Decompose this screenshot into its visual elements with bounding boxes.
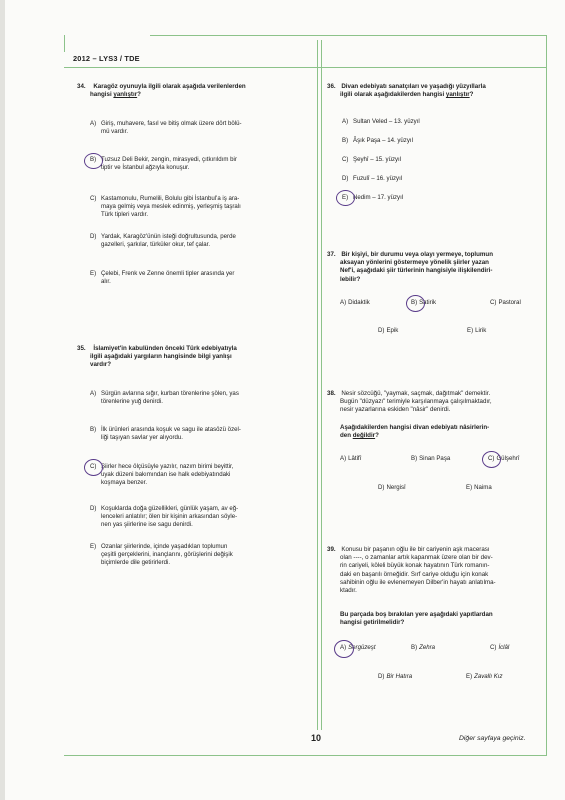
question-stem: hangisi getirilmelidir? — [340, 619, 405, 627]
option-e[interactable] — [90, 543, 233, 568]
question-37 — [327, 251, 545, 284]
question-passage: Nesir sözcüğü, "yaymak, saçmak, dağıtmak" demektir. — [341, 390, 491, 397]
option-text: Didaktik — [348, 299, 370, 306]
option-text: lenceleri anlatılır; ölen bir kişinin arkasından söyle- — [101, 513, 238, 521]
option-b[interactable] — [342, 137, 413, 145]
question-stem-emphasis: yanlıştır — [445, 91, 470, 99]
question-stem: Bir kişiyi, bir durumu veya olayı yermeye, toplumun — [341, 251, 493, 258]
option-c[interactable] — [90, 463, 233, 488]
question-stem: Nef'i, aşağıdaki şiir türlerinin hangisiyle ilişkilendiri- — [340, 267, 493, 275]
column-divider-2 — [321, 40, 322, 730]
option-b[interactable] — [90, 426, 241, 442]
option-text: Tuzsuz Deli Bekir, zengin, mirasyedi, çıtkırıldım bir — [101, 156, 237, 163]
frame-left-line — [64, 35, 65, 52]
option-letter: C) — [90, 195, 97, 202]
option-text: Satirik — [419, 299, 437, 306]
option-letter: C) — [490, 299, 497, 306]
question-passage: olan ----, o zamanlar artık kapanmak üzere olan bir dev- — [340, 554, 493, 562]
option-letter: D) — [378, 673, 385, 680]
option-text: alır. — [101, 278, 111, 286]
answer-mark-circle — [84, 459, 103, 476]
option-c[interactable] — [490, 644, 509, 652]
exam-header: 2012 – LYS3 / TDE — [73, 54, 140, 63]
option-text: gazelleri, şarkılar, türküler okur, tef çalar. — [101, 241, 211, 249]
option-text: tiptir ve İstanbul ağzıyla konuşur. — [101, 164, 190, 172]
page-number: 10 — [311, 733, 322, 743]
option-text: Giriş, muhavere, fasıl ve bitiş olmak üzere dört bölü- — [101, 120, 242, 127]
option-e[interactable] — [466, 673, 503, 681]
option-text: Koşuklarda doğa güzellikleri, günlük yaşam, av eğ- — [101, 505, 239, 512]
question-number: 37. — [327, 251, 336, 258]
question-passage: nesir yazarlarına eskiden "nâsir" denirdi. — [340, 406, 451, 414]
option-e[interactable] — [466, 484, 492, 492]
question-stem: ? — [469, 91, 474, 99]
option-letter: E) — [466, 673, 473, 680]
question-stem: Aşağıdakilerden hangisi divan edebiyatı nâsirlerin- — [340, 424, 490, 431]
question-stem: aksayan yönlerini göstermeye yönelik şiirler yazan — [340, 259, 489, 267]
option-text: Sultan Veled – 13. yüzyıl — [353, 118, 420, 125]
option-text: Türk tipleri vardır. — [101, 211, 149, 219]
question-passage: daki en başarılı örneğidir. Sırf cariye olduğu için konak — [340, 570, 489, 578]
option-d[interactable] — [90, 505, 238, 530]
option-text: mü vardır. — [101, 128, 129, 136]
question-stem: vardır? — [90, 361, 111, 369]
option-b[interactable] — [90, 156, 237, 172]
option-letter: D) — [90, 505, 97, 512]
option-text: koşmaya benzer. — [101, 479, 148, 487]
question-39 — [327, 546, 545, 595]
option-e[interactable] — [467, 327, 486, 335]
column-divider — [317, 40, 318, 730]
option-letter: B) — [411, 455, 418, 462]
option-letter: A) — [340, 644, 347, 651]
option-letter: C) — [490, 644, 497, 651]
question-stem: ? — [137, 91, 141, 99]
question-stem-emphasis: yanlıştır — [113, 91, 138, 99]
question-stem: İslamiyet'in kabulünden önceki Türk edebiyatıyla — [93, 345, 237, 352]
option-text: Âşık Paşa – 14. yüzyıl — [353, 137, 413, 144]
option-text: Fuzulî – 16. yüzyıl — [353, 175, 403, 182]
answer-mark-circle — [84, 153, 103, 169]
option-text: Şeyhî – 15. yüzyıl — [353, 156, 402, 163]
option-a[interactable] — [340, 299, 370, 307]
question-stem: ? — [375, 432, 379, 440]
question-number: 38. — [327, 390, 336, 397]
option-text: Sergüzeşt — [348, 644, 376, 651]
question-passage: Konusu bir paşanın oğlu ile bir cariyenin aşk macerası — [341, 546, 490, 553]
question-35 — [77, 345, 312, 370]
option-letter: B) — [411, 299, 418, 306]
option-text: Ozanlar şiirlerinde, içinde yaşadıkları toplumun — [101, 543, 228, 550]
option-text: Zehra — [419, 644, 436, 651]
option-text: Sinan Paşa — [419, 455, 451, 462]
option-letter: B) — [411, 644, 418, 651]
option-d[interactable] — [378, 327, 398, 335]
option-letter: A) — [340, 455, 347, 462]
frame-right-line — [546, 35, 547, 755]
option-letter: D) — [342, 175, 349, 182]
question-34 — [77, 83, 312, 99]
option-text: İclâl — [498, 644, 510, 651]
question-passage: rin cariyeli, köleli büyük konak hayatının Türk romanın- — [340, 562, 490, 570]
option-letter: C) — [90, 463, 97, 470]
option-letter: E) — [466, 484, 473, 491]
question-passage: Bugün "düzyazı" terimiyle karşılanmaya çalışılmaktadır, — [340, 398, 492, 406]
question-36 — [327, 83, 545, 99]
option-letter: D) — [90, 233, 97, 240]
option-d[interactable] — [378, 484, 406, 492]
answer-mark-circle — [482, 451, 501, 468]
option-a[interactable] — [340, 455, 361, 463]
option-text: Nedim – 17. yüzyıl — [353, 194, 404, 201]
option-b[interactable] — [411, 455, 450, 463]
option-d[interactable] — [378, 673, 412, 681]
option-letter: B) — [342, 137, 349, 144]
option-text: Naima — [474, 484, 492, 491]
option-a[interactable] — [342, 118, 420, 126]
option-text: Pastoral — [498, 299, 521, 306]
option-a[interactable] — [90, 120, 242, 136]
option-text: Lâtifî — [348, 455, 362, 462]
option-text: Yardak, Karagöz'ünün isteği doğrultusunda, perde — [101, 233, 236, 240]
header-bottom-line — [64, 67, 547, 68]
footer-line — [64, 755, 547, 756]
option-d[interactable] — [342, 175, 402, 183]
option-text: liği taşıyan savlar yer alıyordu. — [101, 434, 183, 442]
option-letter: D) — [378, 327, 385, 334]
option-letter: A) — [342, 118, 349, 125]
option-text: uyak düzeni bakımından ise halk edebiyatındaki — [101, 471, 231, 479]
question-stem: Karagöz oyunuyla ilgili olarak aşağıda verilenlerden — [93, 83, 246, 90]
option-text: Zavallı Kız — [474, 673, 503, 680]
option-c[interactable] — [342, 156, 401, 164]
question-38-stem — [340, 424, 545, 440]
option-letter: B) — [90, 426, 97, 433]
option-letter: A) — [340, 299, 347, 306]
option-letter: A) — [90, 120, 97, 127]
option-c[interactable] — [90, 195, 241, 220]
option-text: Epik — [386, 327, 399, 334]
option-e[interactable] — [90, 270, 234, 286]
option-text: törenlerine yuğ denirdi. — [101, 398, 163, 406]
option-text: Gülşehrî — [496, 455, 520, 462]
option-letter: E) — [90, 270, 97, 277]
question-passage: ktadır. — [340, 587, 357, 595]
next-page-note: Diğer sayfaya geçiniz. — [459, 735, 526, 742]
option-text: biçimlerde dile getirirlerdi. — [101, 559, 171, 567]
option-letter: E) — [467, 327, 474, 334]
option-text: nen yas şiirlerine ise sagu denirdi. — [101, 521, 193, 529]
option-letter: D) — [378, 484, 385, 491]
question-39-stem — [340, 611, 545, 627]
option-letter: B) — [90, 156, 97, 163]
option-letter: A) — [90, 390, 97, 397]
question-stem: den — [340, 432, 353, 440]
option-text: Kastamonulu, Rumelili, Bolulu gibi İstanbul'a iş ara- — [101, 195, 240, 202]
answer-mark-circle — [406, 295, 425, 312]
option-a[interactable] — [90, 390, 239, 406]
option-letter: C) — [488, 455, 495, 462]
question-passage: sahibinin oğlu ile evlenemeyen Dilber'in hayatı anlatılma- — [340, 578, 496, 586]
option-b[interactable] — [411, 644, 435, 652]
option-text: Lirik — [475, 327, 487, 334]
question-stem: ilgili olarak aşağıdakilerden hangisi — [340, 91, 446, 99]
option-text: Şiirler hece ölçüsüyle yazılır, nazım birimi beyittir, — [101, 463, 234, 470]
option-text: çeşitli gerçeklerini, inançlarını, görüşlerini değişik — [101, 551, 233, 559]
option-text: Bir Hatıra — [386, 673, 413, 680]
answer-mark-circle — [336, 190, 355, 206]
option-c[interactable] — [490, 299, 521, 307]
option-letter: E) — [342, 194, 349, 201]
option-text: İlk ürünleri arasında koşuk ve sagu ile atasözü özel- — [101, 426, 241, 433]
question-stem-emphasis: değildir — [352, 432, 376, 440]
option-text: maya gelmiş veya meslek edinmiş, yerleşmiş taşralı — [101, 203, 241, 211]
option-text: Sürgün avlarına sığır, kurban törenlerine şölen, yas — [101, 390, 239, 397]
option-text: Çelebi, Frenk ve Zenne önemli tipler arasında yer — [101, 270, 235, 277]
option-letter: C) — [342, 156, 349, 163]
option-text: Nergisî — [386, 484, 406, 491]
page-edge — [0, 0, 5, 800]
question-stem: hangisi — [90, 91, 114, 99]
frame-top-line — [150, 35, 547, 36]
question-number: 34. — [77, 83, 86, 90]
question-stem: Divan edebiyatı sanatçıları ve yaşadığı yüzyıllarla — [341, 83, 486, 90]
question-38 — [327, 390, 545, 415]
question-number: 36. — [327, 83, 336, 90]
option-letter: E) — [90, 543, 97, 550]
option-d[interactable] — [90, 233, 236, 249]
question-stem: lebilir? — [340, 275, 361, 283]
question-stem: ilgili aşağıdaki yargıların hangisinde bilgi yanlışı — [90, 353, 232, 361]
question-number: 39. — [327, 546, 336, 553]
question-number: 35. — [77, 345, 86, 352]
answer-mark-circle — [334, 640, 354, 658]
question-stem: Bu parçada boş bırakılan yere aşağıdaki yapıtlardan — [340, 611, 493, 618]
